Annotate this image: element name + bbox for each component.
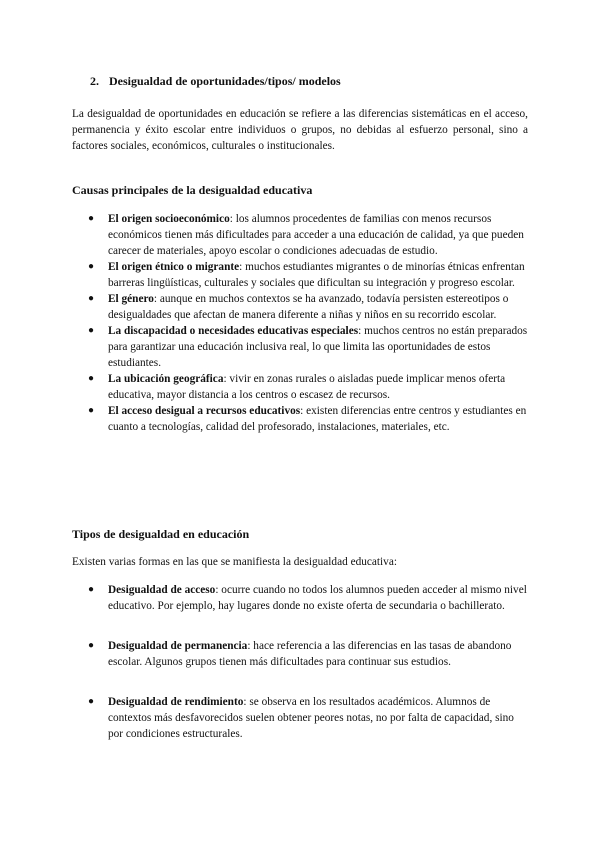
list-item (88, 211, 528, 259)
list-item-term: El origen étnico o migrante (108, 261, 240, 273)
bullet-icon: ● (88, 293, 95, 304)
list-item (88, 403, 528, 435)
list-item-text: : vivir en zonas rurales o aisladas puede implicar menos oferta educativa, mayor distancia a los centros o escasez de recursos. (108, 373, 506, 401)
intro-paragraph: La desigualdad de oportunidades en educación se refiere a las diferencias sistemáticas en el acceso, permanencia y éxito escolar entre individuos o grupos, no debidas al esfuerzo personal, sino a factores sociales, económicos, culturales o institucionales. (72, 108, 528, 152)
list-item (88, 371, 528, 403)
bullet-icon: ● (88, 261, 95, 272)
section-number: 2. (90, 74, 99, 88)
types-heading: Tipos de desigualdad en educación (72, 527, 250, 541)
types-list (88, 582, 528, 766)
bullet-icon: ● (88, 405, 95, 416)
list-item (88, 694, 528, 742)
list-item (88, 638, 528, 670)
bullet-icon: ● (88, 325, 95, 336)
list-item-text: : existen diferencias entre centros y estudiantes en cuanto a tecnologías, calidad del profesorado, instalaciones, materiales, etc. (108, 405, 527, 433)
list-item-text: : se observa en los resultados académicos. Alumnos de contextos más desfavorecidos suelen obtener peores notas, no por falta de capacidad, sino por condiciones estructurales. (108, 696, 514, 740)
list-item-text: : hace referencia a las diferencias en las tasas de abandono escolar. Algunos grupos tienen más dificultades para continuar sus estudios. (108, 640, 512, 668)
causes-heading: Causas principales de la desigualdad educativa (72, 183, 313, 197)
section-heading (90, 73, 341, 89)
list-item-text: : muchos centros no están preparados para garantizar una educación inclusiva real, lo que limita las oportunidades de estos estudiantes. (108, 325, 528, 369)
list-item-term: El género (108, 293, 154, 305)
list-item-term: El origen socioeconómico (108, 213, 230, 225)
bullet-icon: ● (88, 213, 95, 224)
section-title: Desigualdad de oportunidades/tipos/ modelos (109, 74, 341, 88)
list-item-text: : muchos estudiantes migrantes o de minorías étnicas enfrentan barreras lingüísticas, culturales y sociales que dificultan su integración y progreso escolar. (108, 261, 525, 289)
types-intro: Existen varias formas en las que se manifiesta la desigualdad educativa: (72, 556, 397, 568)
bullet-icon: ● (88, 640, 95, 651)
list-item-term: La ubicación geográfica (108, 373, 224, 385)
list-item-text: : ocurre cuando no todos los alumnos pueden acceder al mismo nivel educativo. Por ejemplo, hay lugares donde no existe oferta de secundaria o bachillerato. (108, 584, 527, 612)
bullet-icon: ● (88, 584, 95, 595)
list-item-text: : los alumnos procedentes de familias con menos recursos económicos tienen más dificultades para acceder a una educación de calidad, ya que pueden carecer de materiales, apoyo escolar o condiciones adecuadas de estudio. (108, 213, 524, 257)
list-item (88, 582, 528, 614)
bullet-icon: ● (88, 373, 95, 384)
list-item-term: La discapacidad o necesidades educativas especiales (108, 325, 359, 337)
list-item-term: Desigualdad de rendimiento (108, 696, 244, 708)
list-item (88, 259, 528, 291)
list-item-term: Desigualdad de acceso (108, 584, 216, 596)
list-item-term: El acceso desigual a recursos educativos (108, 405, 301, 417)
list-item-text: : aunque en muchos contextos se ha avanzado, todavía persisten estereotipos o desigualdades que afectan de manera diferente a niñas y niños en su recorrido escolar. (108, 293, 509, 321)
list-item (88, 323, 528, 371)
bullet-icon: ● (88, 696, 95, 707)
list-item (88, 291, 528, 323)
causes-list (88, 211, 528, 435)
list-item-term: Desigualdad de permanencia (108, 640, 248, 652)
